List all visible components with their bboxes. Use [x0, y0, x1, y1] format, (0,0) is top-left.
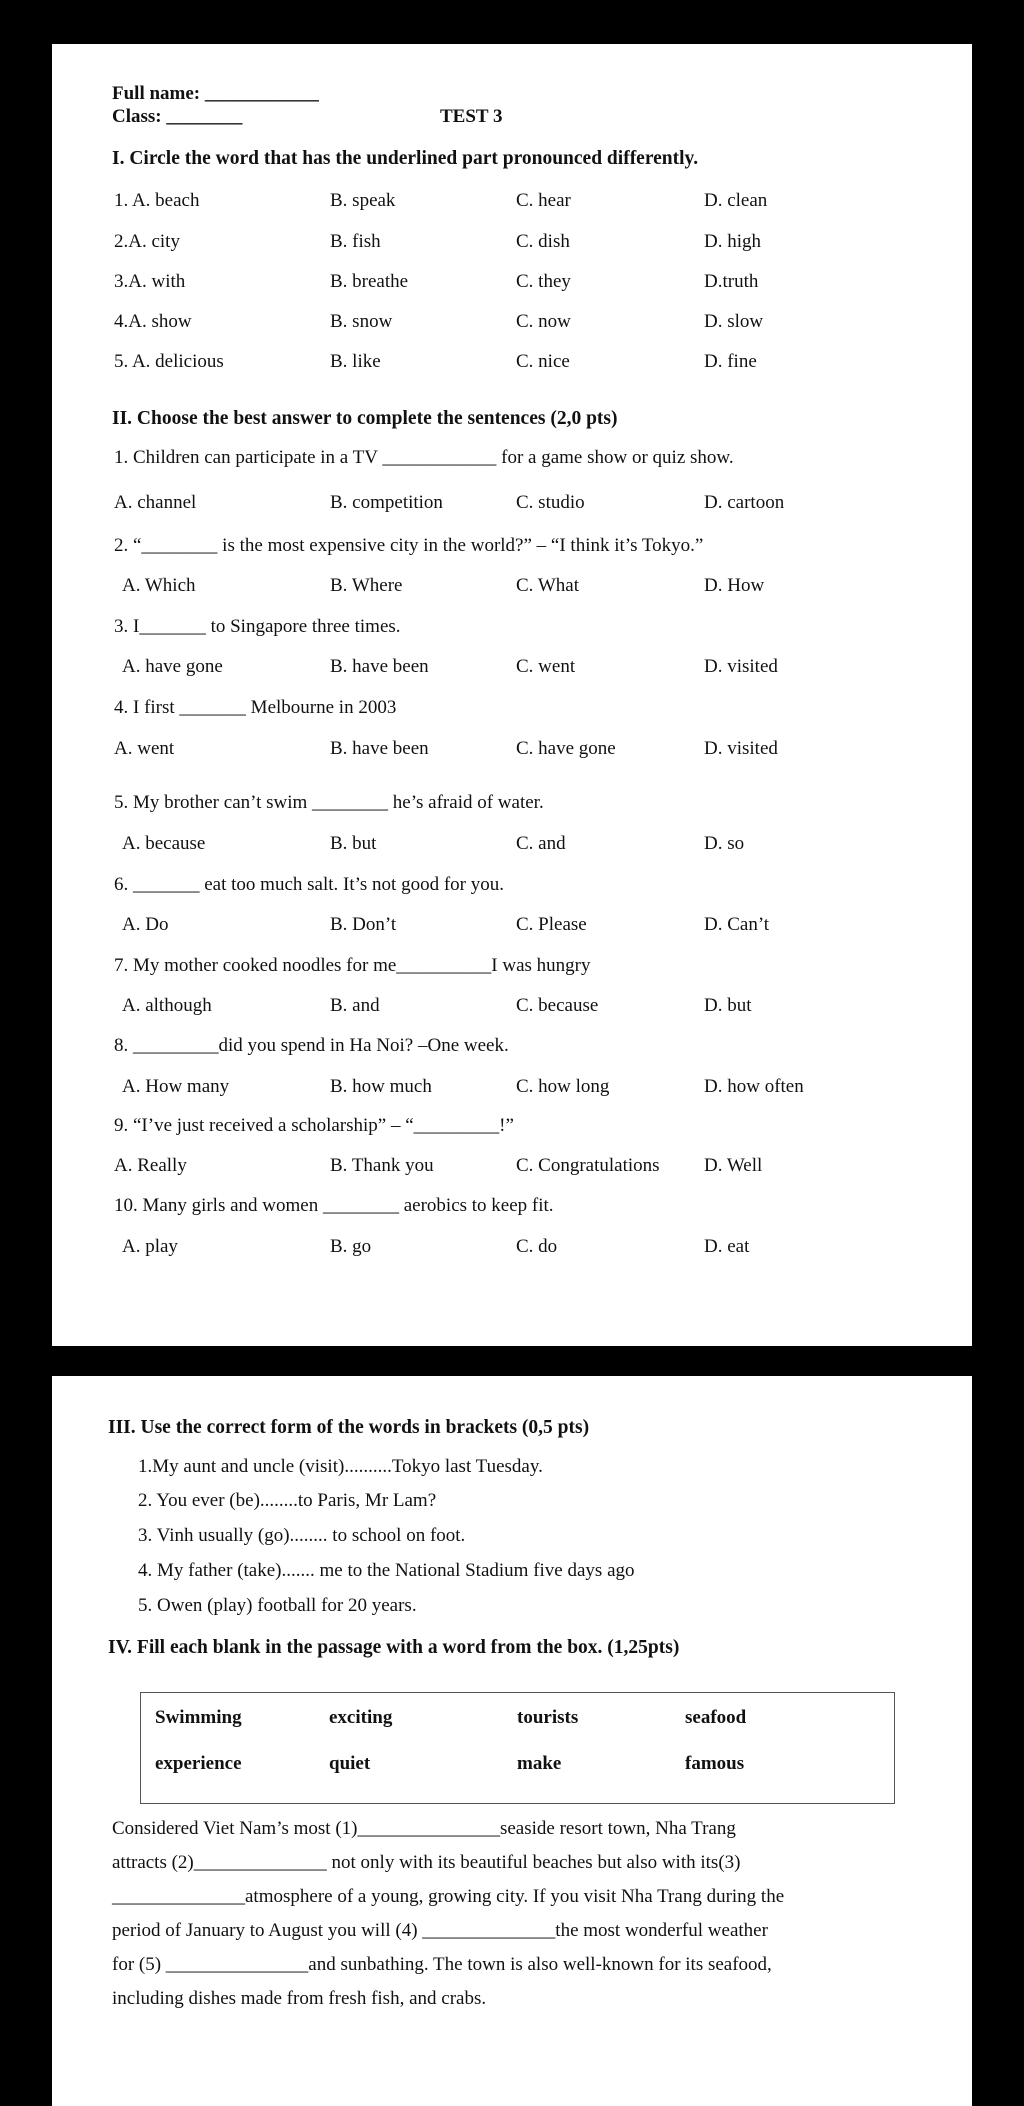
- test-title: TEST 3: [440, 106, 503, 127]
- passage-line-2: attracts (2)______________ not only with its beautiful beaches but also with its(3): [112, 1852, 741, 1873]
- word-quiet: quiet: [329, 1753, 371, 1774]
- section-4-title: IV. Fill each blank in the passage with a word from the box. (1,25pts): [108, 1637, 680, 1658]
- s2-q5-a: A. because: [122, 833, 206, 854]
- s2-q10-c: C. do: [516, 1236, 558, 1257]
- s2-q8-a: A. How many: [122, 1076, 230, 1097]
- passage-line-6: including dishes made from fresh fish, and crabs.: [112, 1988, 487, 2009]
- s2-q5-c: C. and: [516, 833, 566, 854]
- word-box: [140, 1692, 895, 1804]
- s1-r2-d: D. high: [704, 231, 761, 252]
- word-swimming: Swimming: [155, 1707, 242, 1728]
- s2-q2: 2. “________ is the most expensive city in the world?” – “I think it’s Tokyo.”: [114, 535, 704, 556]
- s1-r5-d: D. fine: [704, 351, 757, 372]
- s1-r4-c: C. now: [516, 311, 571, 332]
- passage-line-5: for (5) _______________and sunbathing. The town is also well-known for its seafood,: [112, 1954, 772, 1975]
- s2-q9-a: A. Really: [114, 1155, 187, 1176]
- word-make: make: [517, 1753, 562, 1774]
- word-experience: experience: [155, 1753, 242, 1774]
- s2-q1: 1. Children can participate in a TV ____________ for a game show or quiz show.: [114, 447, 734, 468]
- s1-r1-a: 1. A. beach: [114, 190, 200, 211]
- s2-q10-b: B. go: [330, 1236, 372, 1257]
- s2-q6: 6. _______ eat too much salt. It’s not good for you.: [114, 874, 504, 895]
- s3-item-2: 2. You ever (be)........to Paris, Mr Lam?: [138, 1490, 437, 1511]
- s2-q7: 7. My mother cooked noodles for me__________I was hungry: [114, 955, 591, 976]
- s2-q9-d: D. Well: [704, 1155, 763, 1176]
- s2-q8: 8. _________did you spend in Ha Noi? –One week.: [114, 1035, 509, 1056]
- s2-q3-a: A. have gone: [122, 656, 223, 677]
- s2-q4-d: D. visited: [704, 738, 778, 759]
- s2-q3-c: C. went: [516, 656, 576, 677]
- s2-q1-b: B. competition: [330, 492, 443, 513]
- s2-q10-d: D. eat: [704, 1236, 750, 1257]
- s1-r5-c: C. nice: [516, 351, 570, 372]
- s1-r5-b: B. like: [330, 351, 381, 372]
- s2-q7-b: B. and: [330, 995, 380, 1016]
- s2-q6-b: B. Don’t: [330, 914, 397, 935]
- s3-item-3: 3. Vinh usually (go)........ to school on foot.: [138, 1525, 466, 1546]
- s1-r1-c: C. hear: [516, 190, 571, 211]
- s2-q9-b: B. Thank you: [330, 1155, 434, 1176]
- s3-item-4: 4. My father (take)....... me to the National Stadium five days ago: [138, 1560, 635, 1581]
- s1-r3-d: D.truth: [704, 271, 759, 292]
- s1-r4-b: B. snow: [330, 311, 393, 332]
- full-name-line: Full name: ____________: [112, 83, 319, 104]
- section-3-title: III. Use the correct form of the words in brackets (0,5 pts): [108, 1417, 590, 1438]
- s2-q10-a: A. play: [122, 1236, 178, 1257]
- word-exciting: exciting: [329, 1707, 393, 1728]
- s1-r2-b: B. fish: [330, 231, 381, 252]
- s2-q6-a: A. Do: [122, 914, 169, 935]
- section-1-title: I. Circle the word that has the underlined part pronounced differently.: [112, 148, 699, 169]
- s2-q5: 5. My brother can’t swim ________ he’s afraid of water.: [114, 792, 544, 813]
- passage-line-1: Considered Viet Nam’s most (1)_______________seaside resort town, Nha Trang: [112, 1818, 736, 1839]
- s1-r2-a: 2.A. city: [114, 231, 180, 252]
- s2-q1-a: A. channel: [114, 492, 197, 513]
- s2-q5-d: D. so: [704, 833, 745, 854]
- s2-q7-a: A. although: [122, 995, 212, 1016]
- worksheet-page-1: [52, 44, 972, 1346]
- s2-q8-c: C. how long: [516, 1076, 610, 1097]
- s2-q1-c: C. studio: [516, 492, 585, 513]
- s2-q5-b: B. but: [330, 833, 377, 854]
- s2-q2-a: A. Which: [122, 575, 196, 596]
- passage-line-3: ______________atmosphere of a young, growing city. If you visit Nha Trang during the: [112, 1886, 785, 1907]
- s2-q4: 4. I first _______ Melbourne in 2003: [114, 697, 397, 718]
- word-tourists: tourists: [517, 1707, 579, 1728]
- word-famous: famous: [685, 1753, 745, 1774]
- s2-q9-c: C. Congratulations: [516, 1155, 660, 1176]
- s2-q1-d: D. cartoon: [704, 492, 785, 513]
- s1-r3-b: B. breathe: [330, 271, 409, 292]
- s2-q2-c: C. What: [516, 575, 579, 596]
- s1-r4-a: 4.A. show: [114, 311, 192, 332]
- s2-q3-d: D. visited: [704, 656, 778, 677]
- s1-r3-c: C. they: [516, 271, 571, 292]
- s3-item-1: 1.My aunt and uncle (visit)..........Tokyo last Tuesday.: [138, 1456, 543, 1477]
- s2-q8-d: D. how often: [704, 1076, 804, 1097]
- worksheet-page-2: [52, 1376, 972, 2106]
- s1-r2-c: C. dish: [516, 231, 570, 252]
- s2-q6-d: D. Can’t: [704, 914, 770, 935]
- s1-r1-b: B. speak: [330, 190, 396, 211]
- s2-q8-b: B. how much: [330, 1076, 432, 1097]
- s2-q6-c: C. Please: [516, 914, 587, 935]
- s2-q9: 9. “I’ve just received a scholarship” – “_________!”: [114, 1115, 514, 1136]
- s2-q4-c: C. have gone: [516, 738, 616, 759]
- s2-q3: 3. I_______ to Singapore three times.: [114, 616, 401, 637]
- s2-q4-b: B. have been: [330, 738, 429, 759]
- s2-q4-a: A. went: [114, 738, 175, 759]
- passage-line-4: period of January to August you will (4) ______________the most wonderful weather: [112, 1920, 768, 1941]
- s2-q3-b: B. have been: [330, 656, 429, 677]
- s1-r1-d: D. clean: [704, 190, 768, 211]
- class-line: Class: ________: [112, 106, 243, 127]
- s3-item-5: 5. Owen (play) football for 20 years.: [138, 1595, 417, 1616]
- s2-q7-d: D. but: [704, 995, 752, 1016]
- s2-q7-c: C. because: [516, 995, 599, 1016]
- section-2-title: II. Choose the best answer to complete the sentences (2,0 pts): [112, 408, 618, 429]
- s1-r4-d: D. slow: [704, 311, 764, 332]
- s1-r5-a: 5. A. delicious: [114, 351, 224, 372]
- s1-r3-a: 3.A. with: [114, 271, 186, 292]
- s2-q2-d: D. How: [704, 575, 765, 596]
- s2-q10: 10. Many girls and women ________ aerobics to keep fit.: [114, 1195, 554, 1216]
- word-seafood: seafood: [685, 1707, 747, 1728]
- s2-q2-b: B. Where: [330, 575, 403, 596]
